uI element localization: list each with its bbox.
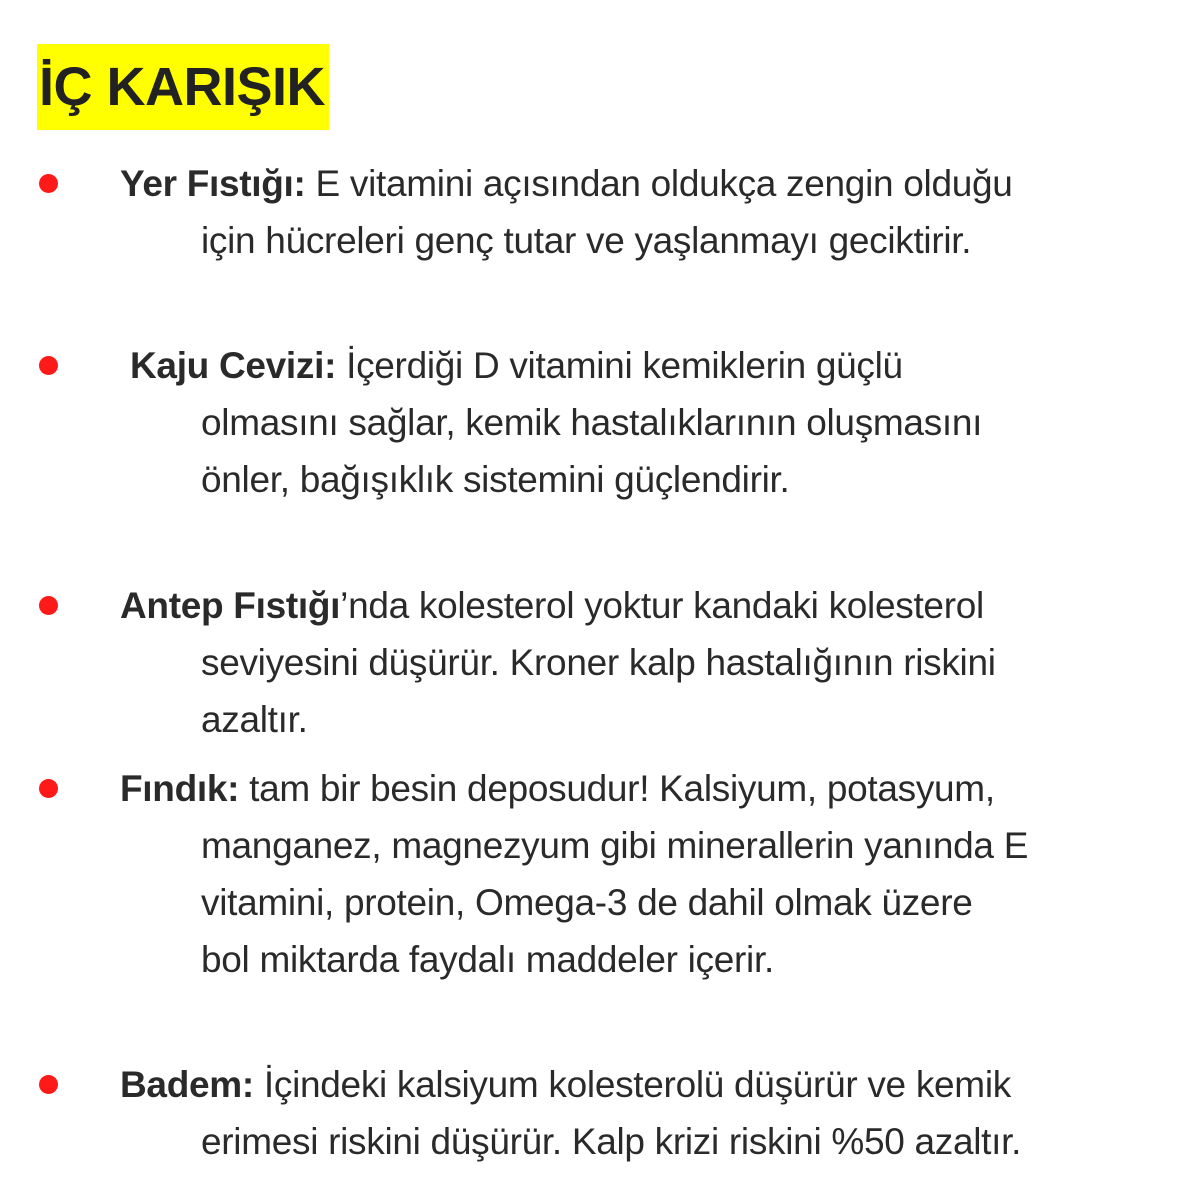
item-text-line: önler, bağışıklık sistemini güçlendirir. [201,459,790,500]
bullet-icon [39,779,58,798]
bullet-icon [39,356,58,375]
item-label: Antep Fıstığı [120,585,341,626]
item-first-line [120,1056,1011,1113]
bullet-icon [39,174,58,193]
item-text-line: bol miktarda faydalı maddeler içerir. [201,939,774,980]
item-first-line [120,155,1013,212]
bullet-icon [39,596,58,615]
item-first-line [120,577,984,634]
item-text: ’nda kolesterol yoktur kandaki kolesterol [340,585,984,626]
item-label: Badem: [120,1064,254,1105]
item-label: Fındık: [120,768,240,809]
item-text-line: manganez, magnezyum gibi minerallerin yanında E [201,825,1029,866]
item-text: İçindeki kalsiyum kolesterolü düşürür ve kemik [253,1064,1011,1105]
item-text-line: azaltır. [201,699,308,740]
item-text-line: olmasını sağlar, kemik hastalıklarının oluşmasını [201,402,983,443]
item-text: E vitamini açısından oldukça zengin olduğu [305,163,1013,204]
item-first-line [120,760,995,817]
item-text: İçerdiği D vitamini kemiklerin güçlü [336,345,903,386]
item-text: tam bir besin deposudur! Kalsiyum, potasyum, [239,768,995,809]
item-text-line: için hücreleri genç tutar ve yaşlanmayı geciktirir. [201,220,972,261]
bullet-icon [39,1075,58,1094]
item-text-line: erimesi riskini düşürür. Kalp krizi riskini %50 azaltır. [201,1121,1022,1162]
item-label: Kaju Cevizi: [130,345,337,386]
item-text-line: vitamini, protein, Omega-3 de dahil olmak üzere [201,882,973,923]
item-first-line [130,337,903,394]
page-title: İÇ KARIŞIK [37,44,329,130]
item-label: Yer Fıstığı: [120,163,306,204]
item-text-line: seviyesini düşürür. Kroner kalp hastalığının riskini [201,642,996,683]
